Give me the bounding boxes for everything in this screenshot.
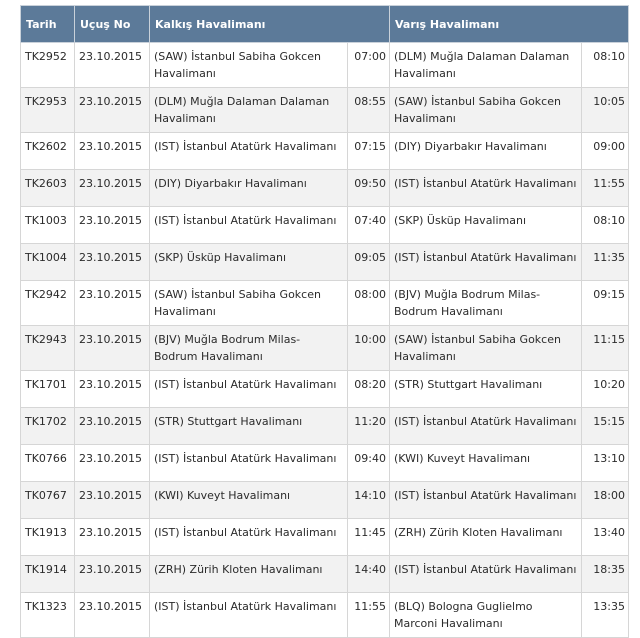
departure-time-cell: 08:55 <box>348 88 390 133</box>
header-row <box>21 6 629 43</box>
flight-number-cell: TK0767 <box>21 482 75 519</box>
arrival-time-cell: 11:55 <box>582 170 629 207</box>
departure-airport-cell: (BJV) Muğla Bodrum Milas-Bodrum Havalimanı <box>150 326 348 371</box>
table-header <box>21 6 629 43</box>
date-cell: 23.10.2015 <box>75 482 150 519</box>
arrival-airport-cell: (DLM) Muğla Dalaman Dalaman Havalimanı <box>390 43 582 88</box>
date-cell: 23.10.2015 <box>75 371 150 408</box>
arrival-airport-cell: (BJV) Muğla Bodrum Milas-Bodrum Havalimanı <box>390 281 582 326</box>
table-row <box>21 371 629 408</box>
arrival-time-cell: 08:10 <box>582 207 629 244</box>
departure-airport-cell: (IST) İstanbul Atatürk Havalimanı <box>150 371 348 408</box>
date-cell: 23.10.2015 <box>75 207 150 244</box>
table-row <box>21 88 629 133</box>
table-row <box>21 326 629 371</box>
departure-time-cell: 09:05 <box>348 244 390 281</box>
header-date: Tarih <box>21 6 75 43</box>
flight-number-cell: TK1701 <box>21 371 75 408</box>
arrival-time-cell: 08:10 <box>582 43 629 88</box>
flight-number-cell: TK2602 <box>21 133 75 170</box>
arrival-airport-cell: (IST) İstanbul Atatürk Havalimanı <box>390 556 582 593</box>
arrival-time-cell: 15:15 <box>582 408 629 445</box>
flight-number-cell: TK0766 <box>21 445 75 482</box>
departure-time-cell: 09:40 <box>348 445 390 482</box>
date-cell: 23.10.2015 <box>75 326 150 371</box>
table-body <box>21 43 629 638</box>
departure-airport-cell: (IST) İstanbul Atatürk Havalimanı <box>150 593 348 638</box>
table-row <box>21 244 629 281</box>
departure-airport-cell: (ZRH) Zürih Kloten Havalimanı <box>150 556 348 593</box>
table-row <box>21 482 629 519</box>
departure-time-cell: 07:40 <box>348 207 390 244</box>
flight-number-cell: TK2943 <box>21 326 75 371</box>
departure-time-cell: 08:20 <box>348 371 390 408</box>
table-row <box>21 281 629 326</box>
flight-number-cell: TK2953 <box>21 88 75 133</box>
departure-airport-cell: (SAW) İstanbul Sabiha Gokcen Havalimanı <box>150 281 348 326</box>
date-cell: 23.10.2015 <box>75 133 150 170</box>
header-departure-airport: Kalkış Havalimanı <box>150 6 390 43</box>
flight-schedule-container <box>20 5 630 630</box>
arrival-time-cell: 18:00 <box>582 482 629 519</box>
departure-airport-cell: (SAW) İstanbul Sabiha Gokcen Havalimanı <box>150 43 348 88</box>
table-row <box>21 445 629 482</box>
flight-number-cell: TK2603 <box>21 170 75 207</box>
date-cell: 23.10.2015 <box>75 445 150 482</box>
arrival-time-cell: 11:15 <box>582 326 629 371</box>
arrival-time-cell: 10:20 <box>582 371 629 408</box>
date-cell: 23.10.2015 <box>75 556 150 593</box>
arrival-airport-cell: (IST) İstanbul Atatürk Havalimanı <box>390 408 582 445</box>
flight-number-cell: TK1913 <box>21 519 75 556</box>
departure-time-cell: 08:00 <box>348 281 390 326</box>
header-arrival-airport: Varış Havalimanı <box>390 6 629 43</box>
flight-number-cell: TK1914 <box>21 556 75 593</box>
flight-number-cell: TK1702 <box>21 408 75 445</box>
flight-schedule-table <box>20 5 629 638</box>
flight-number-cell: TK1004 <box>21 244 75 281</box>
arrival-airport-cell: (SAW) İstanbul Sabiha Gokcen Havalimanı <box>390 326 582 371</box>
arrival-time-cell: 13:40 <box>582 519 629 556</box>
table-row <box>21 170 629 207</box>
departure-time-cell: 11:55 <box>348 593 390 638</box>
arrival-time-cell: 13:10 <box>582 445 629 482</box>
arrival-time-cell: 18:35 <box>582 556 629 593</box>
departure-time-cell: 14:40 <box>348 556 390 593</box>
departure-time-cell: 07:15 <box>348 133 390 170</box>
arrival-airport-cell: (BLQ) Bologna Guglielmo Marconi Havalimanı <box>390 593 582 638</box>
date-cell: 23.10.2015 <box>75 244 150 281</box>
table-row <box>21 519 629 556</box>
table-row <box>21 556 629 593</box>
date-cell: 23.10.2015 <box>75 593 150 638</box>
departure-time-cell: 10:00 <box>348 326 390 371</box>
flight-number-cell: TK1323 <box>21 593 75 638</box>
departure-time-cell: 11:45 <box>348 519 390 556</box>
departure-airport-cell: (KWI) Kuveyt Havalimanı <box>150 482 348 519</box>
date-cell: 23.10.2015 <box>75 281 150 326</box>
date-cell: 23.10.2015 <box>75 519 150 556</box>
arrival-airport-cell: (SKP) Üsküp Havalimanı <box>390 207 582 244</box>
departure-time-cell: 14:10 <box>348 482 390 519</box>
arrival-time-cell: 10:05 <box>582 88 629 133</box>
arrival-airport-cell: (IST) İstanbul Atatürk Havalimanı <box>390 170 582 207</box>
arrival-airport-cell: (ZRH) Zürih Kloten Havalimanı <box>390 519 582 556</box>
table-row <box>21 133 629 170</box>
arrival-airport-cell: (STR) Stuttgart Havalimanı <box>390 371 582 408</box>
arrival-time-cell: 11:35 <box>582 244 629 281</box>
header-flight-no: Uçuş No <box>75 6 150 43</box>
arrival-airport-cell: (SAW) İstanbul Sabiha Gokcen Havalimanı <box>390 88 582 133</box>
departure-airport-cell: (SKP) Üsküp Havalimanı <box>150 244 348 281</box>
date-cell: 23.10.2015 <box>75 170 150 207</box>
departure-airport-cell: (DLM) Muğla Dalaman Dalaman Havalimanı <box>150 88 348 133</box>
arrival-airport-cell: (IST) İstanbul Atatürk Havalimanı <box>390 482 582 519</box>
date-cell: 23.10.2015 <box>75 408 150 445</box>
table-row <box>21 207 629 244</box>
flight-number-cell: TK1003 <box>21 207 75 244</box>
arrival-airport-cell: (IST) İstanbul Atatürk Havalimanı <box>390 244 582 281</box>
arrival-airport-cell: (DIY) Diyarbakır Havalimanı <box>390 133 582 170</box>
departure-airport-cell: (IST) İstanbul Atatürk Havalimanı <box>150 133 348 170</box>
table-row <box>21 43 629 88</box>
flight-number-cell: TK2952 <box>21 43 75 88</box>
table-row <box>21 593 629 638</box>
flight-number-cell: TK2942 <box>21 281 75 326</box>
date-cell: 23.10.2015 <box>75 88 150 133</box>
departure-airport-cell: (DIY) Diyarbakır Havalimanı <box>150 170 348 207</box>
departure-airport-cell: (IST) İstanbul Atatürk Havalimanı <box>150 519 348 556</box>
arrival-time-cell: 13:35 <box>582 593 629 638</box>
departure-airport-cell: (STR) Stuttgart Havalimanı <box>150 408 348 445</box>
departure-time-cell: 07:00 <box>348 43 390 88</box>
table-row <box>21 408 629 445</box>
departure-time-cell: 09:50 <box>348 170 390 207</box>
departure-airport-cell: (IST) İstanbul Atatürk Havalimanı <box>150 207 348 244</box>
date-cell: 23.10.2015 <box>75 43 150 88</box>
arrival-airport-cell: (KWI) Kuveyt Havalimanı <box>390 445 582 482</box>
departure-time-cell: 11:20 <box>348 408 390 445</box>
departure-airport-cell: (IST) İstanbul Atatürk Havalimanı <box>150 445 348 482</box>
arrival-time-cell: 09:00 <box>582 133 629 170</box>
arrival-time-cell: 09:15 <box>582 281 629 326</box>
